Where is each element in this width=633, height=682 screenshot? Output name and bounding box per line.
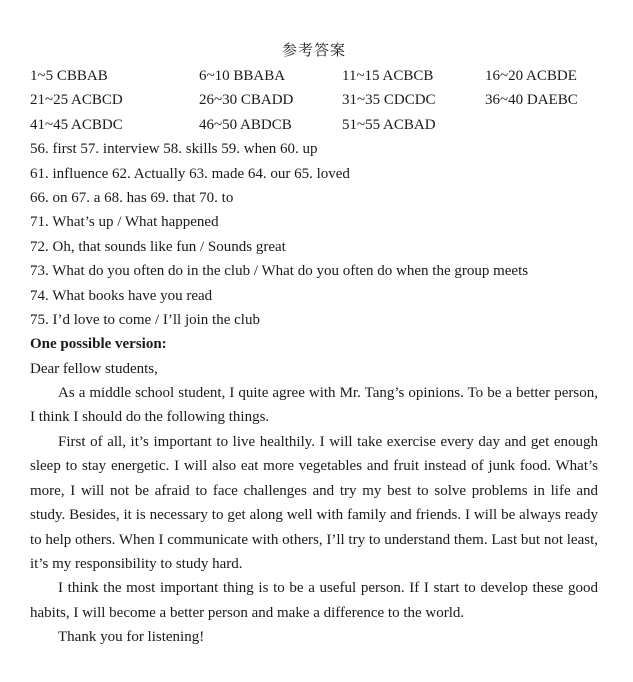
mc-answer: 1~5 CBBAB	[30, 68, 108, 84]
answer-sheet	[30, 38, 598, 650]
mc-answer: 31~35 CDCDC	[342, 92, 436, 109]
essay-paragraph: I think the most important thing is to be a useful person. If I start to develop these good habits, I will become a better person and make a difference to the world.	[30, 580, 598, 621]
closing-line: Thank you for listening!	[58, 629, 205, 646]
mc-answer: 46~50 ABDCB	[199, 116, 292, 133]
greeting: Dear fellow students,	[30, 360, 158, 377]
answer-line: 61. influence 62. Actually 63. made 64. our 65. loved	[30, 165, 350, 182]
answer-line: 73. What do you often do in the club / What do you often do when the group meets	[30, 263, 529, 280]
essay-paragraph: First of all, it’s important to live healthily. I will take exercise every day and get enough sleep to stay energetic. I will also eat more vegetables and fruit instead of junk food. What’s more, I will not be afraid to face challenges and try my best to solve problems in life and study. Besides, it is necessary to get along well with family and friends. I will be always ready to help others. When I communicate with others, I’ll try to understand them. Last but not least, it’s my responsibility to study hard.	[30, 433, 598, 572]
mc-answer-row	[30, 113, 598, 137]
mc-answer: 51~55 ACBAD	[342, 116, 436, 133]
mc-answer: 26~30 CBADD	[199, 92, 294, 109]
version-heading: One possible version:	[30, 336, 167, 353]
answer-line: 75. I’d love to come / I’ll join the club	[30, 311, 260, 328]
mc-answer: 6~10 BBABA	[199, 68, 286, 84]
mc-answer: 36~40 DAEBC	[485, 92, 578, 109]
answer-line: 72. Oh, that sounds like fun / Sounds great	[30, 238, 286, 255]
mc-answer: 16~20 ACBDE	[485, 68, 577, 84]
answer-line: 74. What books have you read	[30, 287, 213, 304]
essay-paragraph: As a middle school student, I quite agree with Mr. Tang’s opinions. To be a better person, I think I should do the following things.	[30, 385, 598, 426]
answer-line: 56. first 57. interview 58. skills 59. when 60. up	[30, 141, 318, 158]
mc-answer: 21~25 ACBCD	[30, 92, 123, 109]
answer-line: 66. on 67. a 68. has 69. that 70. to	[30, 189, 234, 206]
page-title: 参考答案	[281, 41, 346, 59]
mc-answer-row	[30, 64, 598, 88]
mc-answer: 11~15 ACBCB	[342, 68, 434, 84]
answer-line: 71. What’s up / What happened	[30, 214, 219, 231]
mc-answer-row	[30, 88, 598, 112]
mc-answer: 41~45 ACBDC	[30, 116, 123, 133]
